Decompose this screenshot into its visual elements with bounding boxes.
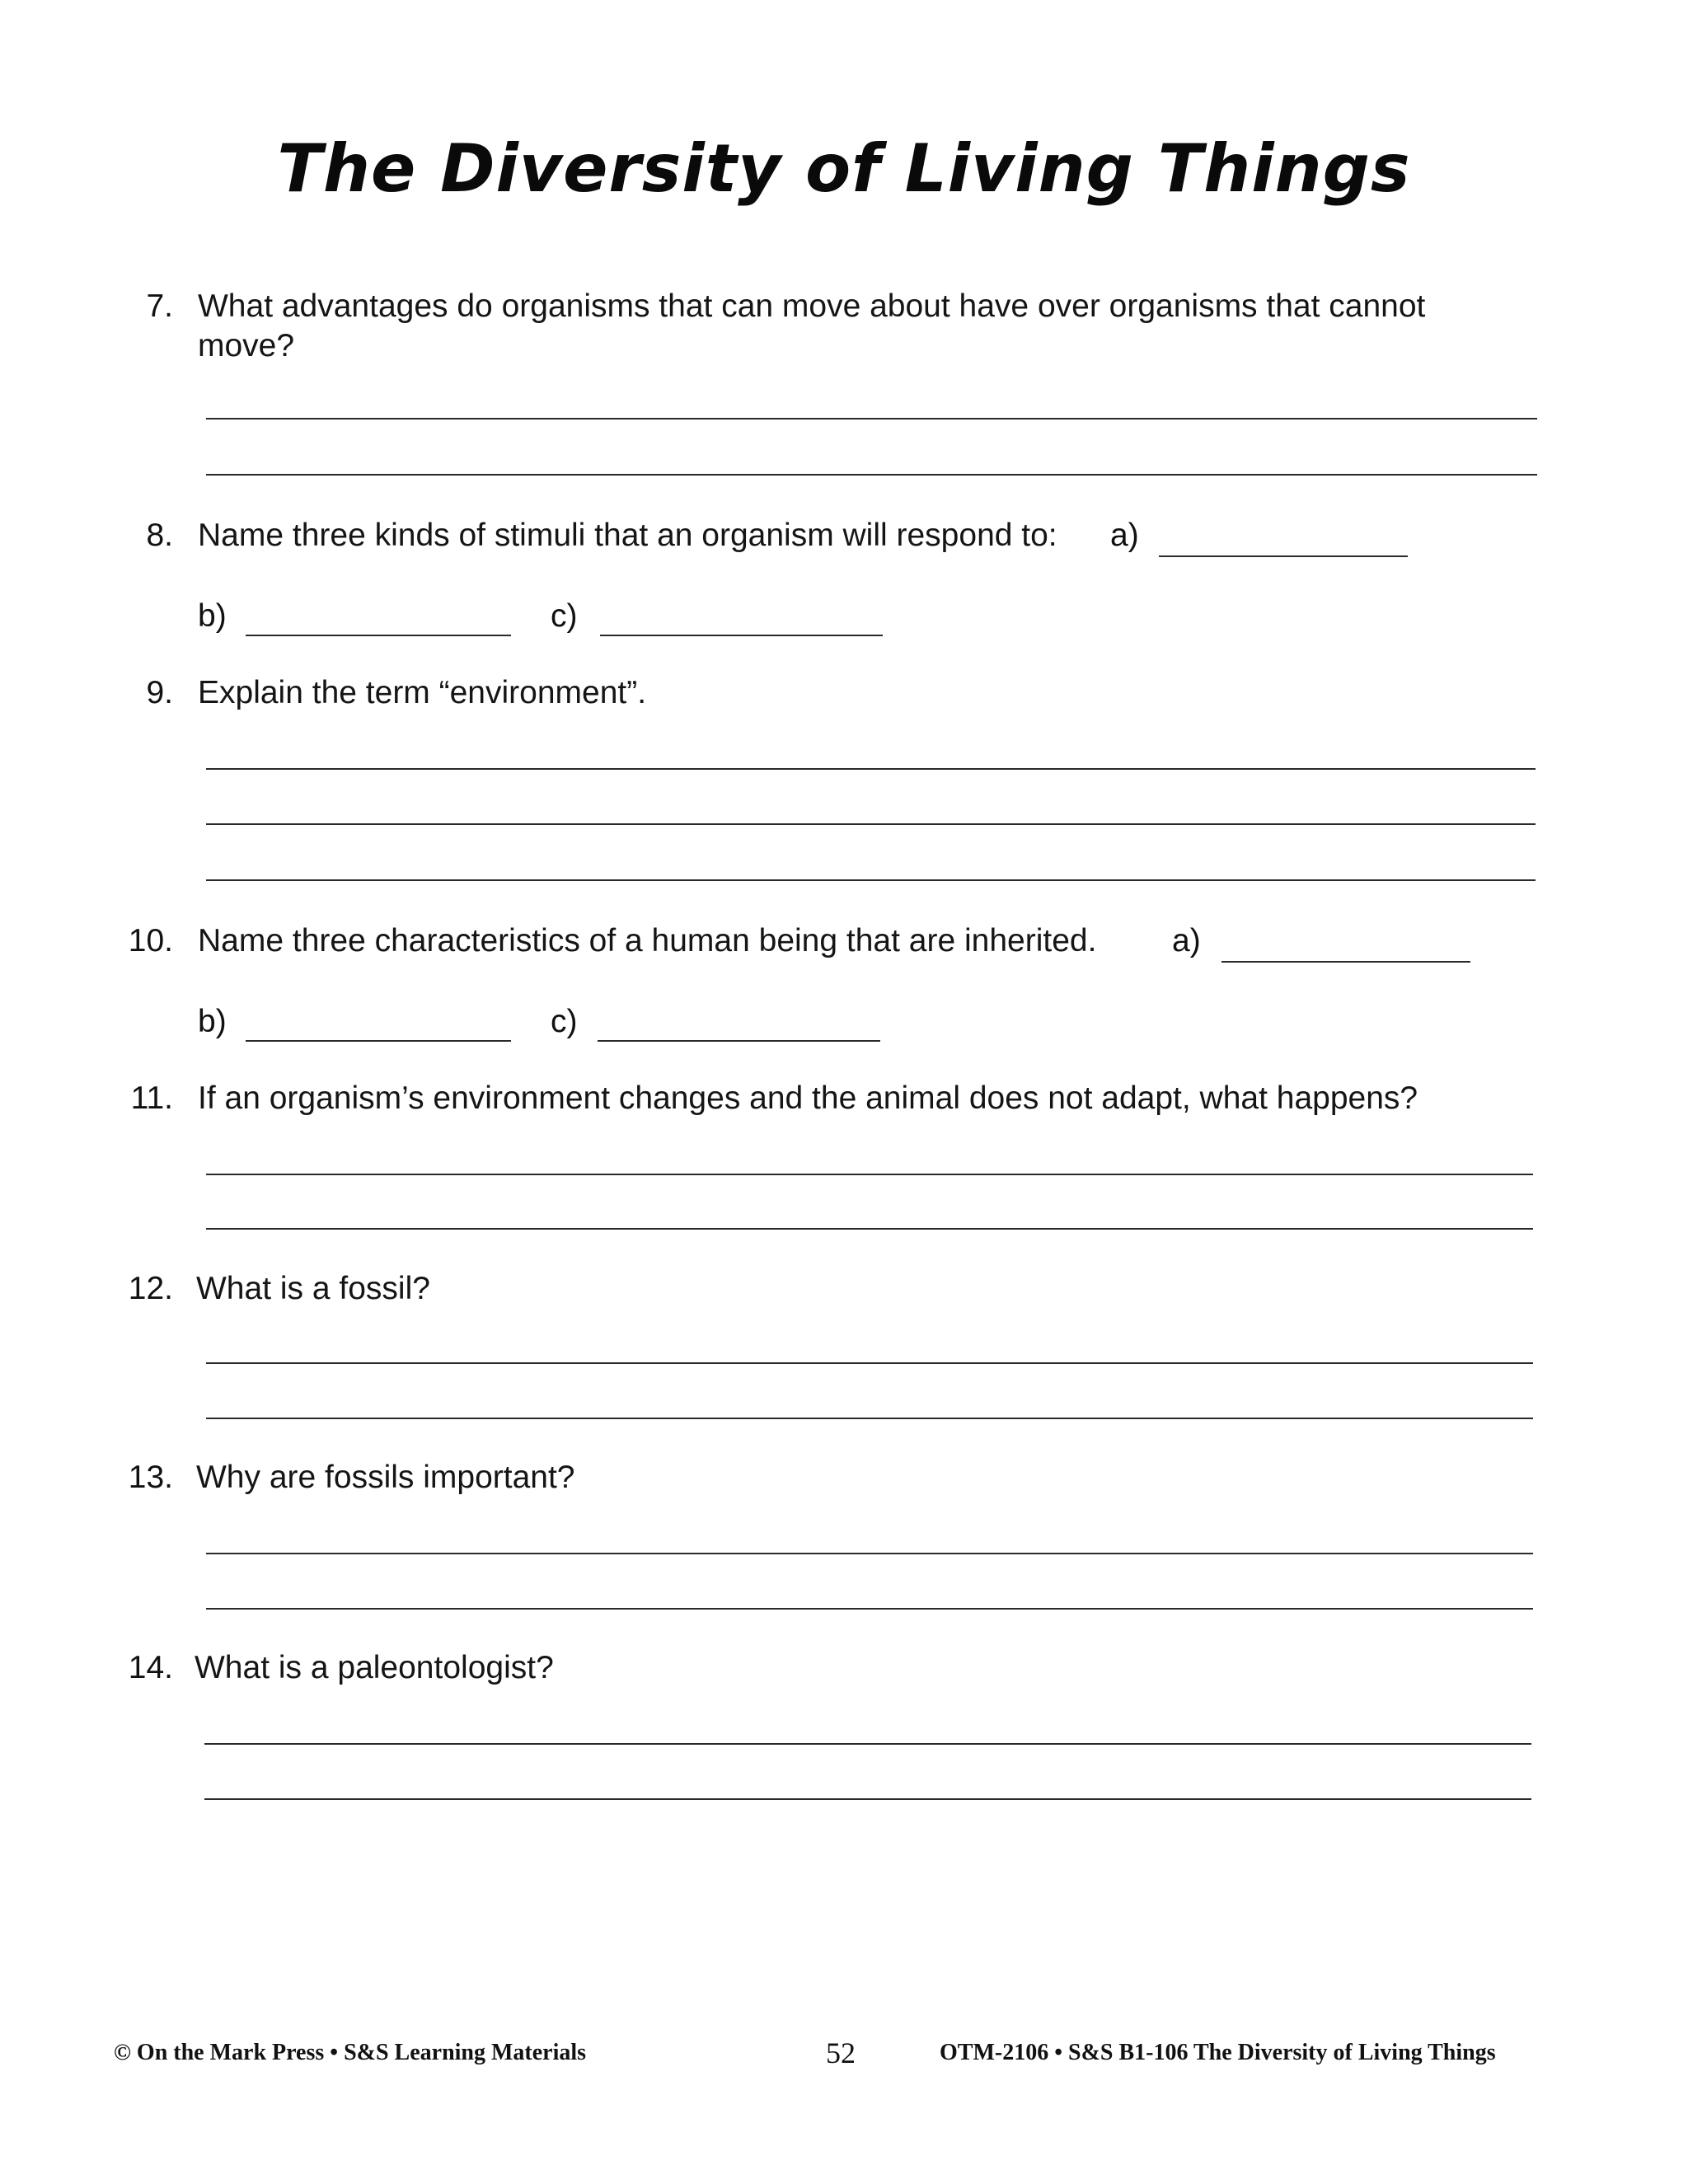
question-8-answer-c[interactable] [600, 635, 883, 636]
question-8-label-a: a) [1110, 518, 1139, 553]
footer-copyright: © On the Mark Press • S&S Learning Materials [114, 2040, 587, 2065]
question-12-text: What is a fossil? [196, 1271, 430, 1306]
question-10-answer-c[interactable] [598, 1040, 880, 1042]
question-14-text: What is a paleontologist? [195, 1650, 554, 1685]
question-13-text: Why are fossils important? [196, 1460, 575, 1495]
question-13-number: 13. [128, 1460, 173, 1495]
question-12-answer-line-1[interactable] [206, 1362, 1533, 1364]
question-10-answer-a[interactable] [1221, 961, 1470, 963]
question-12-answer-line-2[interactable] [206, 1418, 1533, 1419]
question-14-number: 14. [128, 1650, 173, 1685]
question-11-number: 11. [130, 1080, 173, 1116]
footer-product-code: OTM-2106 • S&S B1-106 The Diversity of Living Things [940, 2040, 1496, 2065]
question-11-answer-line-1[interactable] [206, 1174, 1533, 1175]
question-9-answer-line-1[interactable] [206, 768, 1536, 770]
question-9-answer-line-2[interactable] [206, 823, 1536, 825]
question-8-number: 8. [146, 518, 173, 553]
question-10-number: 10. [128, 923, 173, 958]
question-11-text: If an organism’s environment changes and the animal does not adapt, what happens? [198, 1080, 1418, 1116]
question-8-label-c: c) [551, 598, 578, 634]
question-7-answer-line-1[interactable] [206, 418, 1537, 419]
question-9-number: 9. [146, 675, 173, 710]
question-13-answer-line-1[interactable] [206, 1553, 1533, 1554]
question-14-answer-line-1[interactable] [204, 1743, 1531, 1745]
page-title: The Diversity of Living Things [277, 130, 1411, 207]
question-7-text-line2: move? [198, 328, 295, 363]
question-9-text: Explain the term “environment”. [198, 675, 647, 710]
question-10-label-b: b) [198, 1004, 227, 1039]
question-7-answer-line-2[interactable] [206, 474, 1537, 476]
question-14-answer-line-2[interactable] [204, 1798, 1531, 1800]
question-10-label-a: a) [1172, 923, 1201, 958]
question-8-label-b: b) [198, 598, 227, 634]
question-8-answer-a[interactable] [1159, 555, 1408, 557]
question-10-label-c: c) [551, 1004, 578, 1039]
question-8-text: Name three kinds of stimuli that an organism will respond to: [198, 518, 1057, 553]
question-10-answer-b[interactable] [246, 1040, 511, 1042]
question-11-answer-line-2[interactable] [206, 1228, 1533, 1230]
question-12-number: 12. [128, 1271, 173, 1306]
question-8-answer-b[interactable] [246, 635, 511, 636]
question-13-answer-line-2[interactable] [206, 1608, 1533, 1610]
question-7-text-line1: What advantages do organisms that can move about have over organisms that cannot [198, 288, 1426, 324]
question-7-number: 7. [146, 288, 173, 324]
page-number: 52 [826, 2036, 856, 2069]
question-9-answer-line-3[interactable] [206, 879, 1536, 881]
question-10-text: Name three characteristics of a human being that are inherited. [198, 923, 1097, 958]
